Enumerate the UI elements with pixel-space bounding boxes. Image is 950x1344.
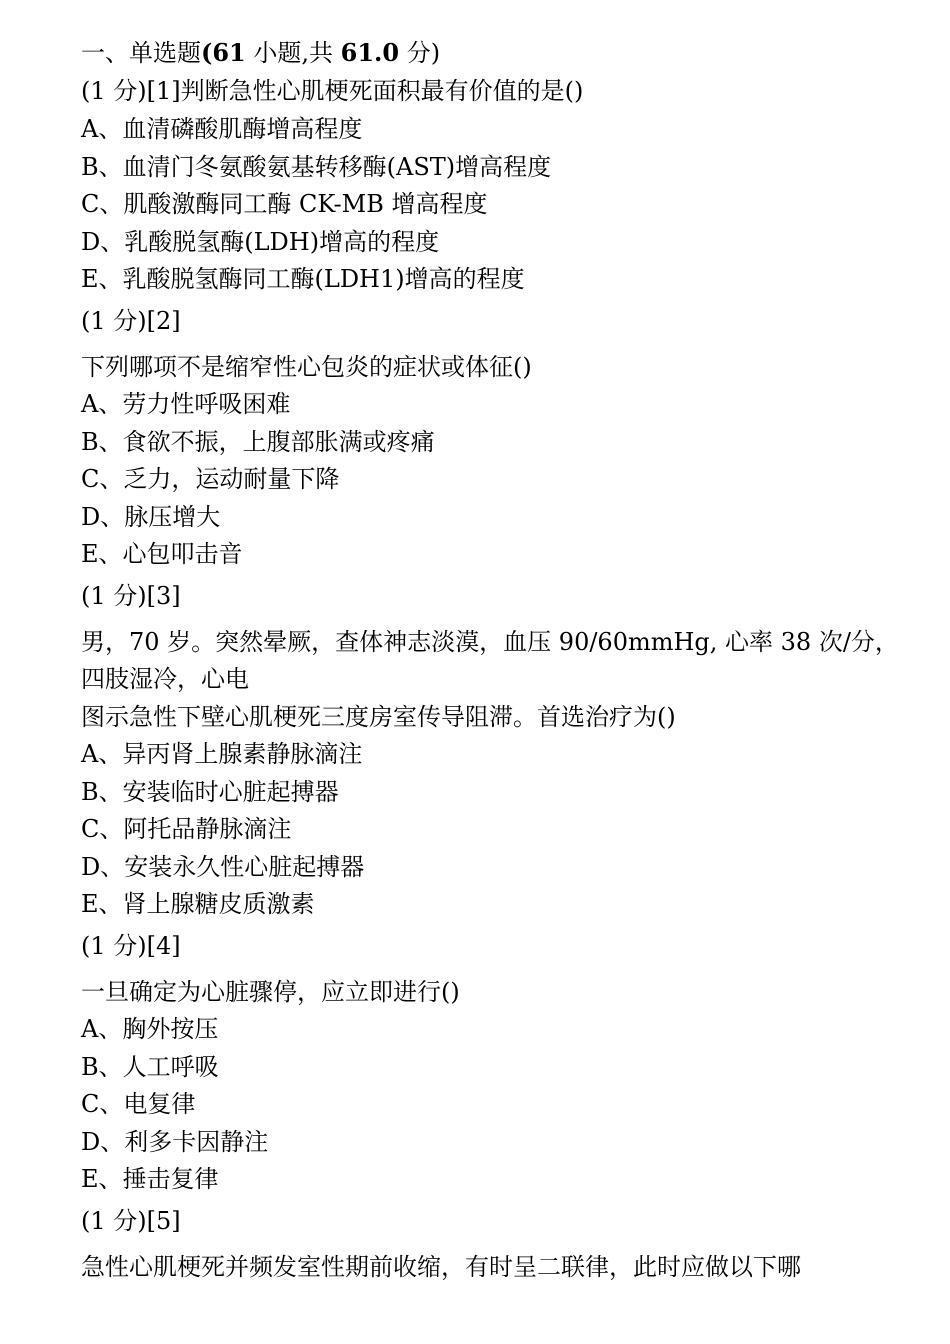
option-a: A、血清磷酸肌酶增高程度 (81, 115, 363, 143)
question-header: (1 分)[4] (81, 932, 181, 960)
option-a: A、胸外按压 (81, 1015, 219, 1043)
option-c: C、电复律 (81, 1090, 196, 1118)
question-header: (1 分)[1]判断急性心肌梗死面积最有价值的是() (81, 77, 584, 105)
option-c: C、乏力，运动耐量下降 (81, 465, 340, 493)
option-d: D、乳酸脱氢酶(LDH)增高的程度 (81, 228, 440, 256)
section-title-prefix: 一、单选题 (81, 39, 201, 67)
option-d: D、利多卡因静注 (81, 1128, 269, 1156)
option-c: C、阿托品静脉滴注 (81, 815, 292, 843)
option-b: B、食欲不振，上腹部胀满或疼痛 (81, 428, 435, 456)
section-title (81, 38, 440, 68)
option-e: E、乳酸脱氢酶同工酶(LDH1)增高的程度 (81, 265, 525, 293)
option-e: E、心包叩击音 (81, 540, 243, 568)
question-stem: 一旦确定为心脏骤停，应立即进行() (81, 978, 460, 1006)
option-a: A、劳力性呼吸困难 (81, 390, 291, 418)
section-count-unit: 小题,共 (245, 39, 341, 67)
question-header: (1 分)[5] (81, 1207, 181, 1235)
section-score-unit: 分) (399, 39, 441, 67)
question-stem: 急性心肌梗死并频发室性期前收缩，有时呈二联律，此时应做以下哪 (81, 1253, 801, 1281)
question-header: (1 分)[3] (81, 582, 181, 610)
option-e: E、肾上腺糖皮质激素 (81, 890, 315, 918)
section-total-score: 61.0 (340, 38, 400, 67)
option-b: B、安装临时心脏起搏器 (81, 778, 339, 806)
option-b: B、血清门冬氨酸氨基转移酶(AST)增高程度 (81, 153, 552, 181)
option-e: E、捶击复律 (81, 1165, 219, 1193)
option-c: C、肌酸激酶同工酶 CK-MB 增高程度 (81, 190, 488, 218)
option-a: A、异丙肾上腺素静脉滴注 (81, 740, 363, 768)
option-d: D、安装永久性心脏起搏器 (81, 853, 365, 881)
question-stem: 男，70 岁。突然晕厥，查体神志淡漠，血压 90/60mmHg, 心率 38 次/分， (81, 628, 899, 656)
question-stem: 四肢湿冷，心电 (81, 665, 249, 693)
section-question-count: (61 (201, 38, 246, 67)
question-header: (1 分)[2] (81, 307, 181, 335)
question-stem: 图示急性下壁心肌梗死三度房室传导阻滞。首选治疗为() (81, 703, 676, 731)
option-d: D、脉压增大 (81, 503, 221, 531)
question-stem: 下列哪项不是缩窄性心包炎的症状或体征() (81, 353, 532, 381)
option-b: B、人工呼吸 (81, 1053, 219, 1081)
